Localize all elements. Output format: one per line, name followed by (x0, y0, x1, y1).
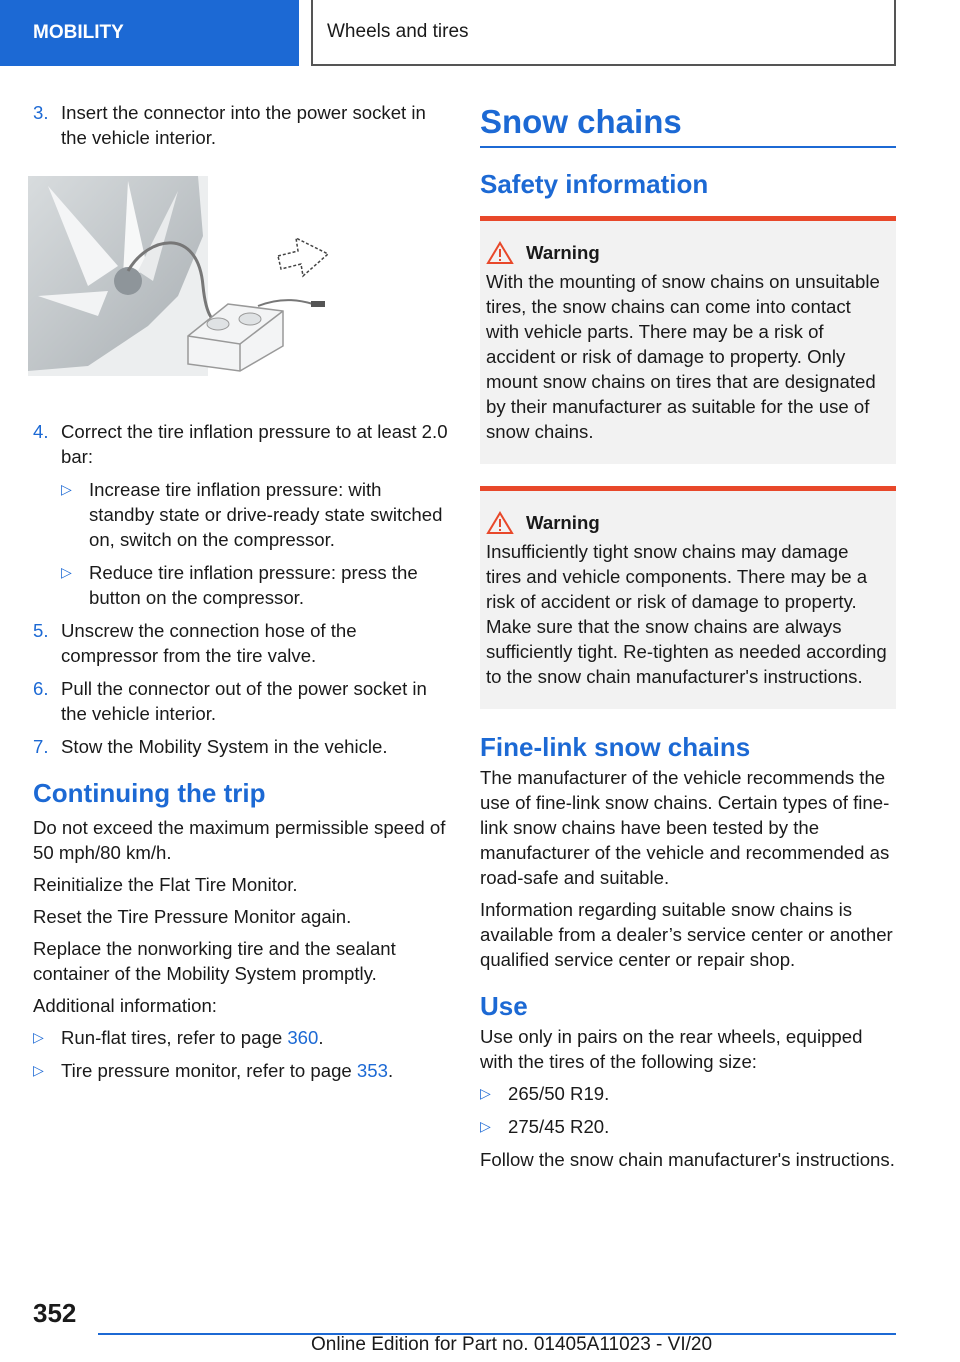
warning-text: Insufficiently tight snow chains may damage tires and vehicle components. There may be a risk of accident or risk of damage to property. Make sure that the snow chains are always sufficiently tight. Re-tighten as needed according to the snow chain manufacturer's instructions. (486, 541, 887, 687)
paragraph: Use only in pairs on the rear wheels, equipped with the tires of the following size: (480, 1026, 863, 1072)
triangle-bullet-icon: ▷ (480, 1085, 491, 1101)
left-column (33, 100, 448, 1091)
paragraph: Do not exceed the maximum permissible speed of 50 mph/80 km/h. (33, 817, 446, 863)
step-4 (33, 419, 448, 469)
step-number: 4. (33, 421, 49, 442)
paragraph: Reinitialize the Flat Tire Monitor. (33, 874, 298, 895)
step-6 (33, 676, 448, 726)
right-column (480, 100, 896, 1179)
step-number: 5. (33, 620, 49, 641)
bullet-text: Reduce tire inflation pressure: press the button on the compressor. (89, 562, 418, 608)
edition-text: Online Edition for Part no. 01405A11023 - VI/20 (311, 1334, 713, 1355)
step-7 (33, 734, 448, 759)
reference-text: Tire pressure monitor, refer to page (61, 1060, 357, 1081)
section-heading: Use (480, 991, 528, 1021)
triangle-bullet-icon: ▷ (61, 481, 72, 497)
step-number: 3. (33, 102, 49, 123)
step-5 (33, 618, 448, 668)
paragraph: Follow the snow chain manufacturer's instructions. (480, 1149, 895, 1170)
triangle-bullet-icon: ▷ (61, 564, 72, 580)
reference-end: . (318, 1027, 324, 1048)
warning-title: Warning (526, 242, 600, 263)
triangle-bullet-icon: ▷ (33, 1062, 44, 1078)
bullet-text: Increase tire inflation pressure: with standby state or drive-ready state switched on, switch on the compressor. (89, 479, 443, 550)
warning-triangle-icon (486, 511, 514, 535)
list-item (61, 560, 448, 610)
list-item (480, 1114, 896, 1139)
tire-size: 265/50 R19. (508, 1083, 610, 1104)
section-heading: Safety information (480, 169, 709, 199)
triangle-bullet-icon: ▷ (480, 1118, 491, 1134)
chapter-title: Wheels and tires (311, 0, 896, 66)
page-number: 352 (33, 1298, 77, 1328)
warning-title: Warning (526, 512, 600, 533)
paragraph: Additional information: (33, 995, 217, 1016)
warning-box (480, 216, 896, 464)
step-text: Stow the Mobility System in the vehicle. (61, 736, 388, 757)
list-item (480, 1081, 896, 1106)
triangle-bullet-icon: ▷ (33, 1029, 44, 1045)
warning-text: With the mounting of snow chains on unsuitable tires, the snow chains can come into contact with vehicle parts. There may be a risk of accident or risk of damage to property. Only mount snow chains on tires that are designated by their manufacturer as suitable for the use of snow chains. (486, 271, 880, 442)
tire-size: 275/45 R20. (508, 1116, 610, 1137)
step-number: 7. (33, 736, 49, 757)
section-tab: MOBILITY (0, 0, 299, 66)
step-text: Unscrew the connection hose of the compressor from the tire valve. (61, 620, 357, 666)
list-item (33, 1025, 448, 1050)
warning-box (480, 486, 896, 709)
paragraph: The manufacturer of the vehicle recommends the use of fine-link snow chains. Certain types of fine-link snow chains have been tested by the manufacturer of the vehicle and recommended as road-safe and suitable. (480, 767, 890, 888)
reference-end: . (387, 1060, 394, 1081)
step-3 (33, 100, 448, 150)
paragraph: Information regarding suitable snow chains is available from a dealer’s service center or another qualified service center or repair shop. (480, 899, 893, 970)
warning-triangle-icon (486, 241, 514, 265)
compressor-illustration (28, 176, 348, 376)
step-text: Pull the connector out of the power socket in the vehicle interior. (61, 678, 427, 724)
page-link-360[interactable]: 360 (287, 1027, 319, 1048)
section-heading: Fine-link snow chains (480, 732, 751, 762)
paragraph: Reset the Tire Pressure Monitor again. (33, 906, 352, 927)
step-text: Correct the tire inflation pressure to at least 2.0 bar: (61, 421, 448, 467)
page-link-353[interactable]: 353 (356, 1060, 388, 1081)
page-title: Snow chains (480, 103, 682, 140)
paragraph: Replace the nonworking tire and the sealant container of the Mobility System promptly. (33, 938, 396, 984)
list-item (61, 477, 448, 552)
list-item (33, 1058, 448, 1083)
page-header (0, 0, 960, 66)
step-number: 6. (33, 678, 49, 699)
reference-text: Run-flat tires, refer to page (61, 1027, 288, 1048)
section-heading: Continuing the trip (33, 778, 266, 808)
step-text: Insert the connector into the power socket in the vehicle interior. (61, 102, 426, 148)
